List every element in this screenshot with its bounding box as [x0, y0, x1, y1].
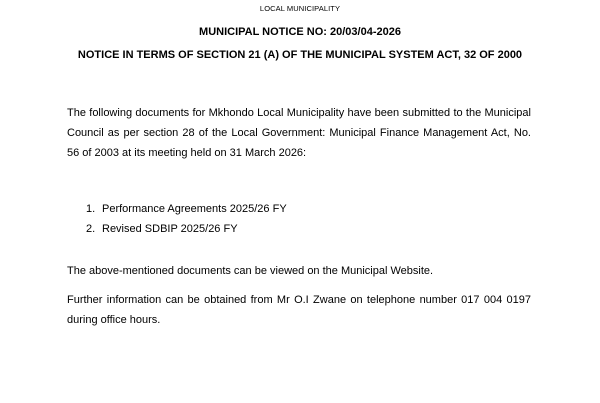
viewing-paragraph: The above-mentioned documents can be viewed on the Municipal Website.: [67, 265, 434, 277]
list-item-number: 2.: [86, 223, 96, 235]
list-item-text: Revised SDBIP 2025/26 FY: [102, 223, 238, 235]
notice-number: MUNICIPAL NOTICE NO: 20/03/04-2026: [199, 26, 401, 38]
organisation-header: LOCAL MUNICIPALITY: [259, 4, 341, 13]
list-item-text: Performance Agreements 2025/26 FY: [102, 203, 287, 215]
document-list: [86, 199, 287, 239]
notice-title: NOTICE IN TERMS OF SECTION 21 (A) OF THE MUNICIPAL SYSTEM ACT, 32 OF 2000: [77, 49, 523, 61]
list-item-number: 1.: [86, 203, 96, 215]
list-item: [86, 199, 287, 219]
contact-paragraph: Further information can be obtained from Mr O.I Zwane on telephone number 017 004 0197 during office hours.: [67, 294, 531, 326]
intro-paragraph: The following documents for Mkhondo Local Municipality have been submitted to the Municipal Council as per section 28 of the Local Government: Municipal Finance Management Act, No. 56 of 2003 at its meeting held on 31 March 2026:: [67, 107, 531, 159]
list-item: [86, 219, 287, 239]
